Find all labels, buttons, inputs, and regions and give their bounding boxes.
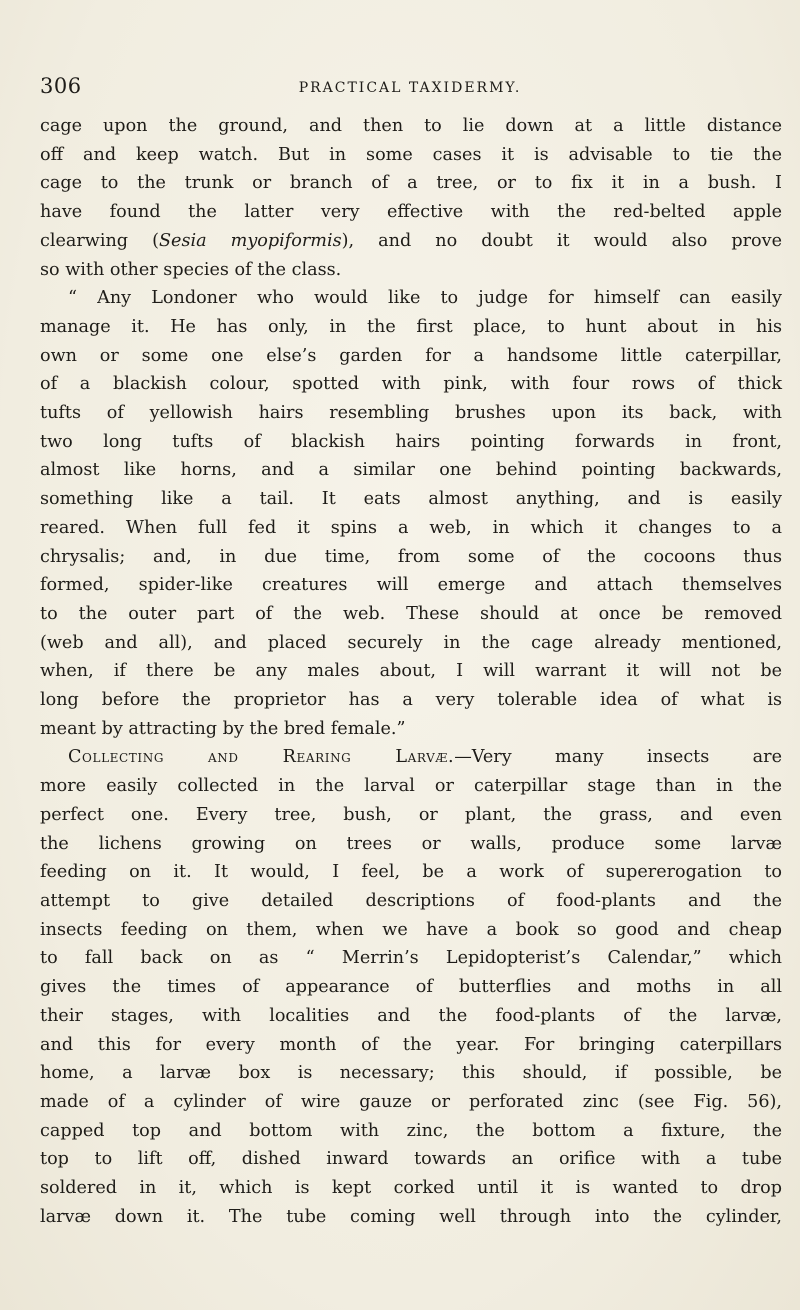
- text-line: own or some one else’s garden for a handsome little caterpillar,: [40, 345, 782, 366]
- text-line: [40, 227, 782, 256]
- section-heading: Collecting and Rearing Larvæ.: [68, 747, 455, 768]
- text-line: top to lift off, dished inward towards an orifice with a tube: [40, 1149, 782, 1170]
- text-line: the lichens growing on trees or walls, produce some larvæ: [40, 833, 782, 854]
- text-line: cage to the trunk or branch of a tree, or to fix it in a bush. I: [40, 173, 782, 194]
- text-line: long before the proprietor has a very tolerable idea of what is: [40, 690, 782, 711]
- text-line: larvæ down it. The tube coming well through into the cylinder,: [40, 1206, 782, 1227]
- text-line: capped top and bottom with zinc, the bottom a fixture, the: [40, 1120, 782, 1141]
- body-text: [40, 112, 782, 1231]
- text-span: clearwing (: [40, 230, 159, 251]
- text-line: perfect one. Every tree, bush, or plant, the grass, and even: [40, 804, 782, 825]
- text-line: manage it. He has only, in the first place, to hunt about in his: [40, 316, 782, 337]
- text-line: their stages, with localities and the food-plants of the larvæ,: [40, 1005, 782, 1026]
- text-line: two long tufts of blackish hairs pointing forwards in front,: [40, 431, 782, 452]
- text-line: gives the times of appearance of butterflies and moths in all: [40, 977, 782, 998]
- text-line: meant by attracting by the bred female.”: [40, 718, 406, 739]
- text-line: of a blackish colour, spotted with pink, with four rows of thick: [40, 374, 782, 395]
- text-line: feeding on it. It would, I feel, be a work of supererogation to: [40, 862, 782, 883]
- text-line: something like a tail. It eats almost anything, and is easily: [40, 489, 782, 510]
- text-line: reared. When full fed it spins a web, in which it changes to a: [40, 517, 782, 538]
- text-line: home, a larvæ box is necessary; this should, if possible, be: [40, 1063, 782, 1084]
- text-line: more easily collected in the larval or caterpillar stage than in the: [40, 776, 782, 797]
- text-line: made of a cylinder of wire gauze or perforated zinc (see Fig. 56),: [40, 1091, 782, 1112]
- text-span: —Very many insects are: [454, 747, 782, 768]
- text-line: formed, spider-like creatures will emerge and attach themselves: [40, 575, 782, 596]
- text-line: and this for every month of the year. For bringing caterpillars: [40, 1034, 782, 1055]
- text-line: almost like horns, and a similar one behind pointing backwards,: [40, 460, 782, 481]
- text-line: so with other species of the class.: [40, 259, 342, 280]
- text-line: insects feeding on them, when we have a book so good and cheap: [40, 919, 782, 940]
- text-line: chrysalis; and, in due time, from some of the cocoons thus: [40, 546, 782, 567]
- text-line: when, if there be any males about, I will warrant it will not be: [40, 661, 782, 682]
- text-line: cage upon the ground, and then to lie down at a little distance: [40, 116, 782, 136]
- text-line: to the outer part of the web. These should at once be removed: [40, 603, 782, 624]
- page-number: 306: [40, 74, 82, 98]
- text-line: “ Any Londoner who would like to judge for himself can easily: [68, 288, 782, 309]
- text-line: have found the latter very effective with the red-belted apple: [40, 202, 782, 223]
- running-title: PRACTICAL TAXIDERMY.: [298, 80, 522, 96]
- text-line: [40, 743, 782, 772]
- text-line: soldered in it, which is kept corked until it is wanted to drop: [40, 1178, 782, 1199]
- species-name: Sesia myopiformis: [159, 230, 342, 251]
- text-line: tufts of yellowish hairs resembling brushes upon its back, with: [40, 403, 782, 424]
- text-line: to fall back on as “ Merrin’s Lepidopterist’s Calendar,” which: [40, 948, 782, 969]
- page-header: [40, 74, 780, 104]
- text-line: off and keep watch. But in some cases it is advisable to tie the: [40, 144, 782, 165]
- text-span: ), and no doubt it would also prove: [341, 230, 782, 251]
- text-line: attempt to give detailed descriptions of food-plants and the: [40, 890, 782, 911]
- text-line: (web and all), and placed securely in the cage already mentioned,: [40, 632, 782, 653]
